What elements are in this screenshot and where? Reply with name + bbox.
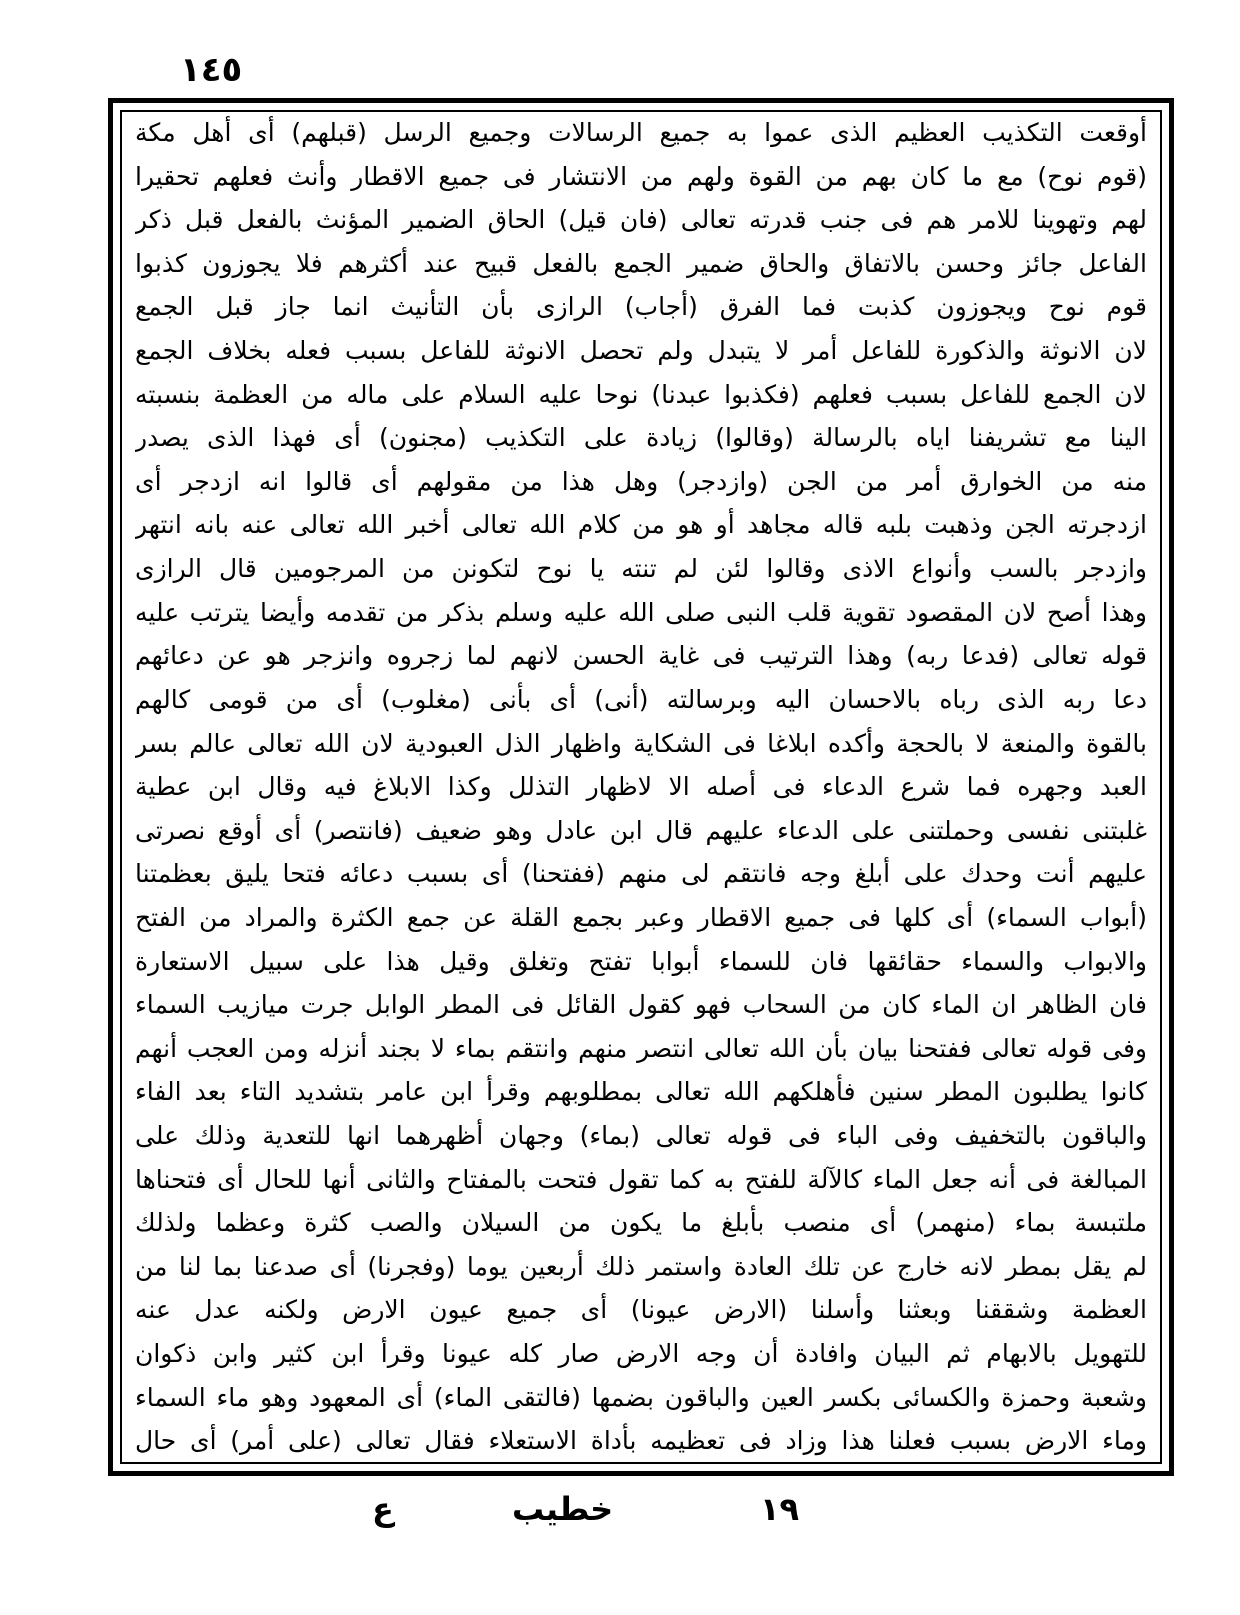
text-line: وشعبة وحمزة والكسائى بكسر العين والباقون بضمها (فالتقى الماء) أى المعهود وهو ماء السماء (135, 1382, 1147, 1412)
text-line: وازدجر بالسب وأنواع الاذى وقالوا لئن لم تنته يا نوح لتكونن من المرجومين قال الرازى (135, 554, 1147, 584)
text-line: كانوا يطلبون المطر سنين فأهلكهم الله تعالى بمطلوبهم وقرأ ابن عامر بتشديد التاء بعد الفاء (135, 1077, 1147, 1107)
text-line: وهذا أصح لان المقصود تقوية قلب النبى صلى الله عليه وسلم بذكر من تقدمه وأيضا يترتب عليه (135, 597, 1147, 627)
text-line: الفاعل جائز وحسن بالاتفاق والحاق ضمير الجمع بالفعل قبيح عند أكثرهم فلا يجوزون كذبوا (135, 248, 1147, 278)
signature-letter: ع (372, 1490, 394, 1528)
text-line: والابواب والسماء حقائقها فان للسماء أبوابا تفتح وتغلق وقيل هذا على سبيل الاستعارة (135, 946, 1147, 976)
text-line: لان الجمع للفاعل بسبب فعلهم (فكذبوا عبدنا) نوحا عليه السلام على ماله من العظمة بنسبته (135, 379, 1147, 409)
text-line: ازدجرته الجن وذهبت بلبه قاله مجاهد أو هو من كلام الله تعالى أخبر الله تعالى عنه بانه انتهر (135, 510, 1147, 540)
text-line: دعا ربه الذى رباه بالاحسان اليه وبرسالته (أنى) أى بأنى (مغلوب) أى من قومى كالهم (135, 684, 1147, 714)
text-line: عليهم أنت وحدك على أبلغ وجه فانتقم لى منهم (ففتحنا) أى بسبب دعائه فتحا يليق بعظمتنا (135, 859, 1147, 889)
signature-number: ١٩ (760, 1490, 800, 1528)
body-text (135, 111, 1147, 1463)
text-line: (قوم نوح) مع ما كان بهم من القوة ولهم من الانتشار فى جميع الاقطار وأنث فعلهم تحقيرا (135, 161, 1147, 191)
text-line: قوله تعالى (فدعا ربه) وهذا الترتيب فى غاية الحسن لانهم لما زجروه وانزجر هو عن دعائهم (135, 641, 1147, 671)
text-line: والباقون بالتخفيف وفى الباء فى قوله تعالى (بماء) وجهان أظهرهما انها للتعدية وذلك على (135, 1121, 1147, 1151)
text-line: بالقوة والمنعة لا بالحجة وأكده ابلاغا فى الشكاية واظهار الذل العبودية لان الله تعالى عالم بسر (135, 728, 1147, 758)
text-line: لان الانوثة والذكورة للفاعل أمر لا يتبدل ولم تحصل الانوثة للفاعل بسبب فعله بخلاف الجمع (135, 336, 1147, 366)
page-frame (108, 98, 1174, 1476)
text-line: الينا مع تشريفنا اياه بالرسالة (وقالوا) زيادة على التكذيب (مجنون) أى فهذا الذى يصدر (135, 423, 1147, 453)
text-line: منه من الخوارق أمر من الجن (وازدجر) وهل هذا من مقولهم أى قالوا انه ازدجر أى (135, 466, 1147, 496)
text-line: للتهويل بالابهام ثم البيان وافادة أن وجه الارض صار كله عيونا وقرأ ابن كثير وابن ذكوان (135, 1339, 1147, 1369)
text-line: وماء الارض بسبب فعلنا هذا وزاد فى تعظيمه بأداة الاستعلاء فقال تعالى (على أمر) أى حال (135, 1426, 1147, 1456)
text-line: لم يقل بمطر لانه خارج عن تلك العادة واستمر ذلك أربعين يوما (وفجرنا) أى صدعنا بما لنا من (135, 1251, 1147, 1281)
text-line: (أبواب السماء) أى كلها فى جميع الاقطار وعبر بجمع القلة عن جمع الكثرة والمراد من الفتح (135, 902, 1147, 932)
page-footer (0, 1490, 1240, 1540)
text-line: العظمة وشققنا وبعثنا وأسلنا (الارض عيونا) أى جميع عيون الارض ولكنه عدل عنه (135, 1295, 1147, 1325)
text-line: قوم نوح ويجوزون كذبت فما الفرق (أجاب) الرازى بأن التأنيث انما جاز قبل الجمع (135, 292, 1147, 322)
text-line: العبد وجهره فما شرع الدعاء فى أصله الا لاظهار التذلل وكذا الابلاغ فيه وقال ابن عطية (135, 772, 1147, 802)
text-line: لهم وتهوينا للامر هم فى جنب قدرته تعالى (فان قيل) الحاق الضمير المؤنث بالفعل قبل ذكر (135, 205, 1147, 235)
text-line: أوقعت التكذيب العظيم الذى عموا به جميع الرسالات وجميع الرسل (قبلهم) أى أهل مكة (135, 118, 1147, 147)
text-line: ملتبسة بماء (منهمر) أى منصب بأبلغ ما يكون من السيلان والصب كثرة وعظما ولذلك (135, 1208, 1147, 1238)
text-line: فان الظاهر ان الماء كان من السحاب فهو كقول القائل فى المطر الوابل جرت ميازيب السماء (135, 990, 1147, 1020)
text-line: المبالغة فى أنه جعل الماء كالآلة للفتح به كما تقول فتحت بالمفتاح والثانى أنها للحال أى فتحناها (135, 1164, 1147, 1194)
page-number: ١٤٥ (180, 50, 243, 90)
signature-title: خطيب (512, 1490, 614, 1528)
text-line: وفى قوله تعالى ففتحنا بيان بأن الله تعالى انتصر منهم وانتقم بماء لا بجند أنزله ومن العجب أنهم (135, 1033, 1147, 1063)
text-line: غلبتنى نفسى وحملتنى على الدعاء عليهم قال ابن عادل وهو ضعيف (فانتصر) أى أوقع نصرتى (135, 815, 1147, 845)
